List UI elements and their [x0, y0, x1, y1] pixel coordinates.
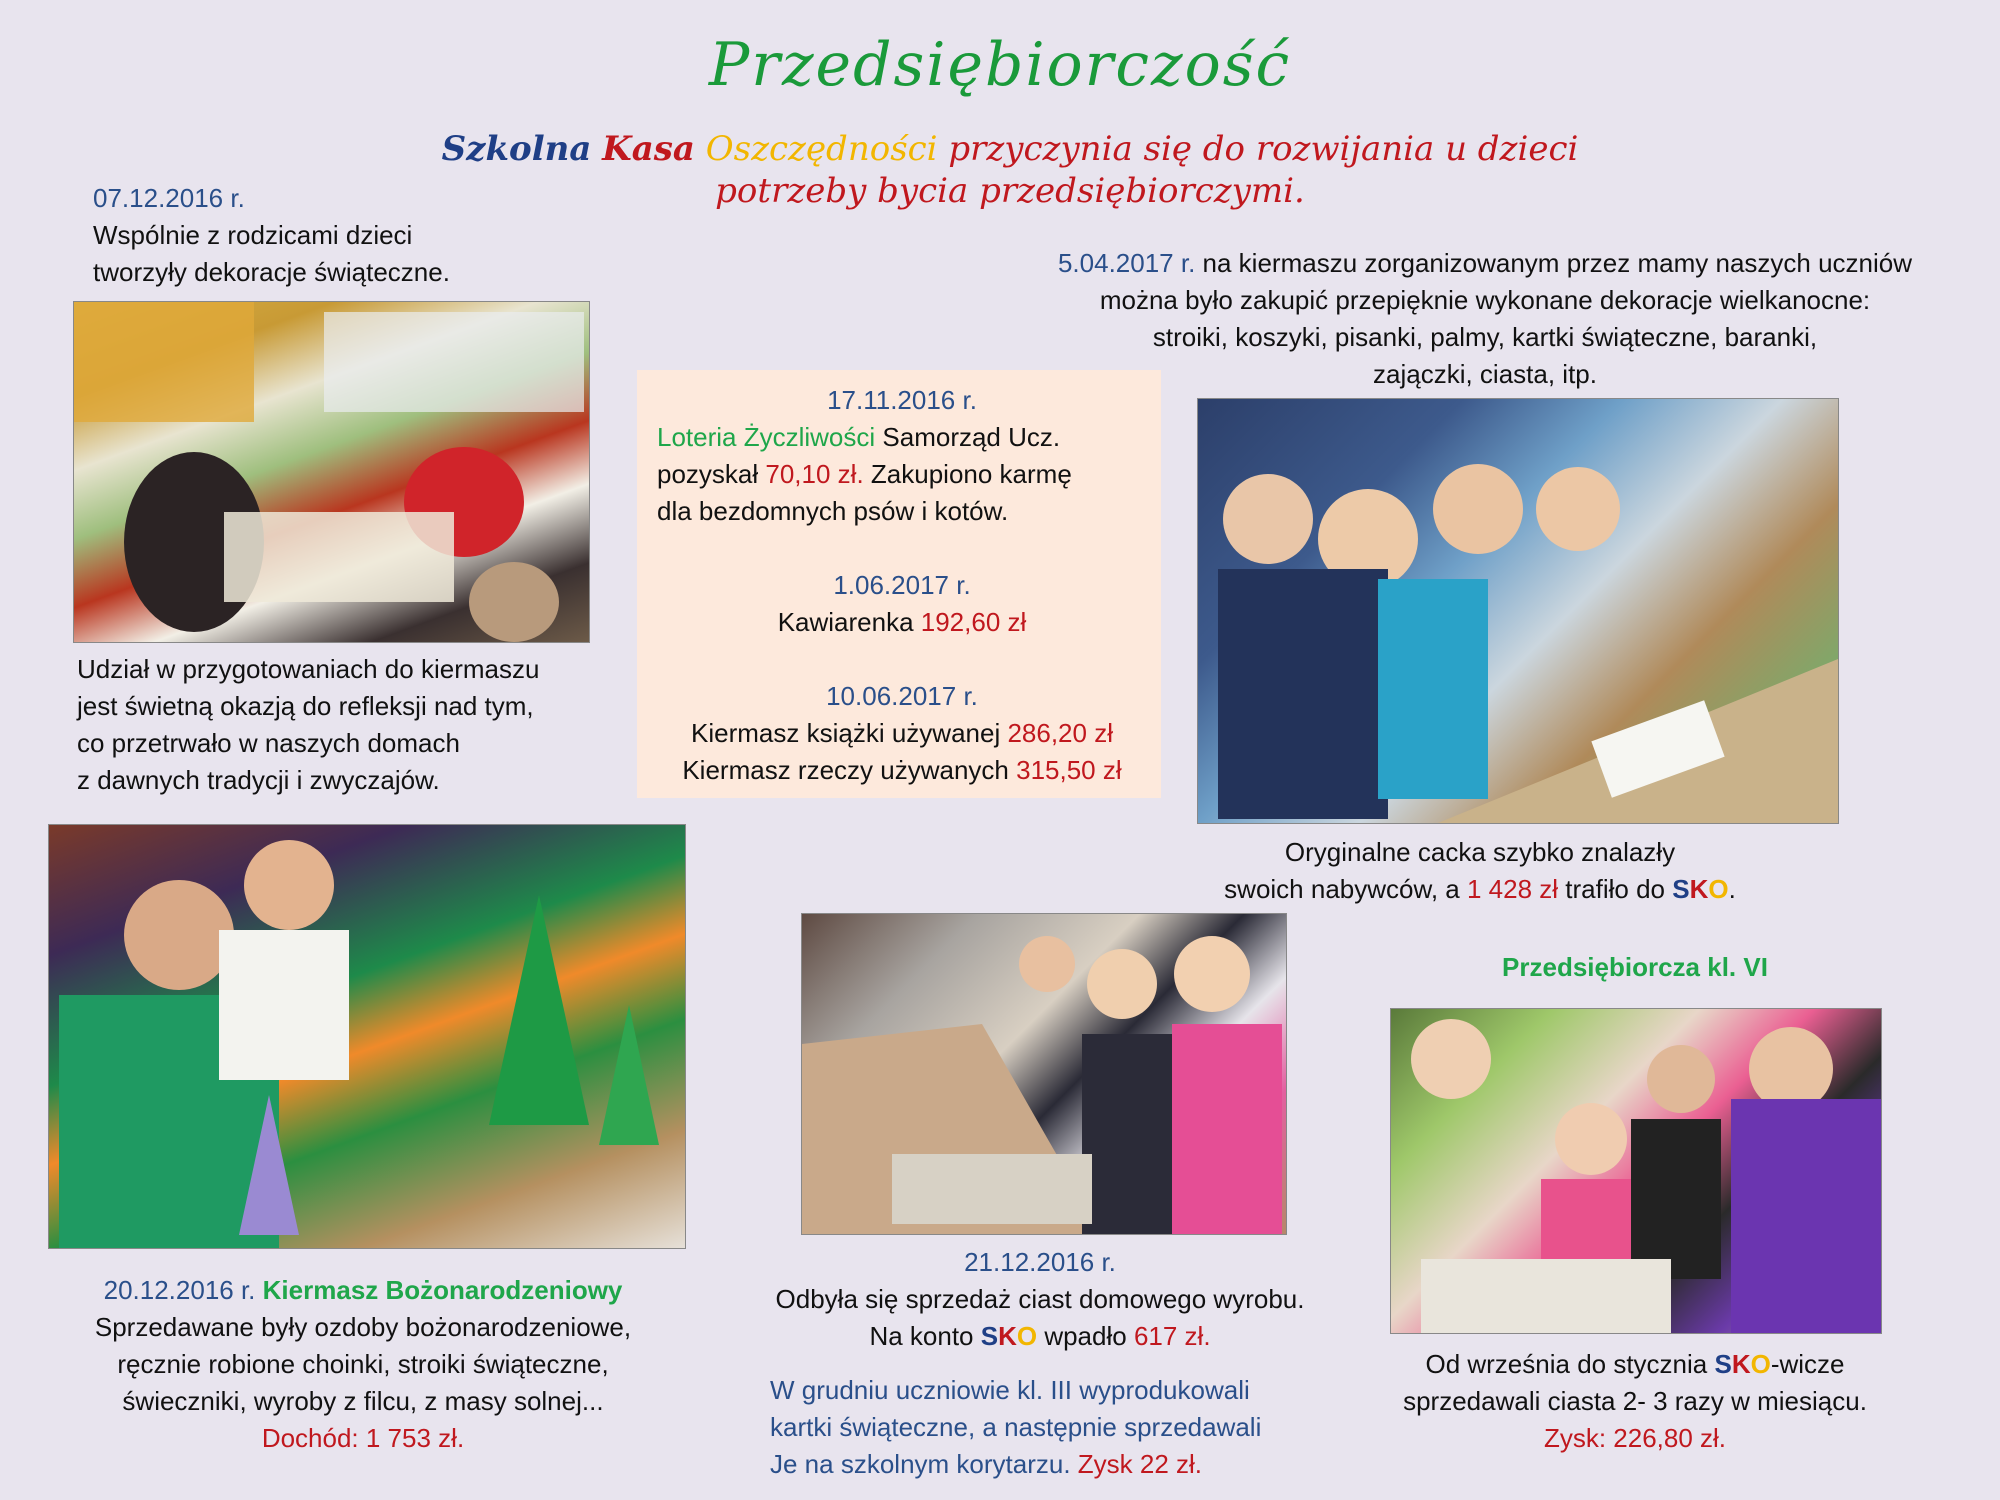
cake-sale-text: wpadło: [1037, 1321, 1134, 1351]
cake-sale-text: Na konto: [869, 1321, 981, 1351]
photo-decorations-illustration: [74, 302, 589, 642]
sko-letter-o: O: [1750, 1349, 1771, 1379]
class-six-text-block: [1350, 1346, 1920, 1457]
cafe-amount: 192,60 zł: [920, 607, 1027, 637]
cake-sale-amount: 617 zł.: [1133, 1321, 1211, 1351]
subtitle-rest: przyczynia się do rozwijania u dzieci: [937, 129, 1579, 169]
easter-amount: 1 428 zł: [1466, 874, 1559, 904]
cake-sale-text-block: [740, 1244, 1340, 1355]
cafe-date: 1.06.2017 r.: [833, 570, 971, 600]
easter-caption: [1150, 834, 1810, 908]
cards-line: W grudniu uczniowie kl. III wyprodukowali: [770, 1375, 1250, 1405]
photo-class-six-baking: [1390, 1008, 1882, 1334]
sko-letter-k: K: [998, 1321, 1017, 1351]
cake-sale-date: 21.12.2016 r.: [964, 1247, 1116, 1277]
christmas-fair-text-block: [58, 1272, 668, 1457]
lottery-name: Loteria Życzliwości: [657, 422, 876, 452]
photo-christmas-fair: [48, 824, 686, 1249]
christmas-heading-line: [58, 1272, 668, 1309]
photo-easter-illustration: [1198, 399, 1838, 823]
decorations-line: tworzyły dekoracje świąteczne.: [93, 257, 450, 287]
page-subtitle: [380, 128, 1640, 212]
cafe-label: Kawiarenka: [777, 607, 921, 637]
photo-cake-sale: [801, 913, 1287, 1235]
lottery-amount-line: [657, 456, 1147, 493]
cake-sale-line-2: [740, 1318, 1340, 1355]
sko-letter-o: O: [1708, 874, 1729, 904]
photo-decorations-workshop: [73, 301, 590, 643]
things-fair-line: [657, 752, 1147, 789]
christmas-date: 20.12.2016 r.: [103, 1275, 256, 1305]
christmas-income: Dochód: 1 753 zł.: [261, 1423, 465, 1453]
photo-christmas-illustration: [49, 825, 685, 1248]
decorations-line: Wspólnie z rodzicami dzieci: [93, 220, 413, 250]
easter-caption-line-2: [1150, 871, 1810, 908]
fundraising-info-box: [637, 370, 1161, 798]
lottery-purpose: dla bezdomnych psów i kotów.: [657, 496, 1009, 526]
reflection-text-block: [77, 651, 539, 799]
page-title: Przedsiębiorczość: [708, 30, 1292, 100]
reflection-line: z dawnych tradycji i zwyczajów.: [77, 765, 440, 795]
class-six-text: Od września do stycznia: [1425, 1349, 1715, 1379]
subtitle-word-oszczednosci: Oszczędności: [705, 129, 938, 169]
class-six-line: sprzedawali ciasta 2- 3 razy w miesiącu.: [1403, 1386, 1867, 1416]
subtitle-line2: potrzeby bycia przedsiębiorczymi.: [715, 171, 1305, 211]
christmas-line: Sprzedawane były ozdoby bożonarodzeniowe,: [94, 1312, 632, 1342]
lottery-text: pozyskał: [657, 459, 766, 489]
reflection-line: Udział w przygotowaniach do kiermaszu: [77, 654, 540, 684]
cafe-line: [657, 604, 1147, 641]
cards-line: kartki świąteczne, a następnie sprzedawali: [770, 1412, 1262, 1442]
lottery-date: 17.11.2016 r.: [827, 385, 977, 415]
easter-caption-text: trafiło do: [1558, 874, 1673, 904]
things-fair-amount: 315,50 zł: [1016, 755, 1122, 785]
easter-caption-dot: .: [1728, 874, 1736, 904]
easter-line: można było zakupić przepięknie wykonane dekoracje wielkanocne:: [1099, 285, 1871, 315]
reflection-line: jest świetną okazją do refleksji nad tym,: [77, 691, 534, 721]
easter-caption-text: swoich nabywców, a: [1224, 874, 1467, 904]
christmas-line: świeczniki, wyroby z filcu, z masy solnej...: [122, 1386, 604, 1416]
christmas-heading: Kiermasz Bożonarodzeniowy: [262, 1275, 623, 1305]
sko-letter-k: K: [1731, 1349, 1751, 1379]
lottery-line: [657, 419, 1147, 456]
easter-line: stroiki, koszyki, pisanki, palmy, kartki świąteczne, baranki,: [1152, 322, 1818, 352]
cards-line: Je na szkolnym korytarzu.: [770, 1449, 1071, 1479]
class-six-line-1: [1350, 1346, 1920, 1383]
books-fair-line: [657, 715, 1147, 752]
lottery-text: Zakupiono karmę: [863, 459, 1072, 489]
books-fair-label: Kiermasz książki używanej: [691, 718, 1008, 748]
decorations-text-block: [93, 180, 450, 291]
easter-date: 5.04.2017 r.: [1057, 248, 1196, 278]
easter-fair-text-block: [1010, 245, 1960, 393]
sko-letter-s: S: [1714, 1349, 1732, 1379]
easter-line: na kiermaszu zorganizowanym przez mamy naszych uczniów: [1195, 248, 1913, 278]
cards-text-block: [770, 1372, 1261, 1483]
sko-letter-s: S: [980, 1321, 999, 1351]
reflection-line: co przetrwało w naszych domach: [77, 728, 460, 758]
class-six-profit: Zysk: 226,80 zł.: [1543, 1423, 1727, 1453]
photo-easter-fair: [1197, 398, 1839, 824]
things-fair-label: Kiermasz rzeczy używanych: [682, 755, 1017, 785]
photo-class-six-illustration: [1391, 1009, 1881, 1333]
class-six-heading: Przedsiębiorcza kl. VI: [1502, 952, 1768, 982]
cards-line-3: [770, 1446, 1261, 1483]
easter-line-1: [1010, 245, 1960, 282]
cards-profit: Zysk 22 zł.: [1070, 1449, 1203, 1479]
decorations-date: 07.12.2016 r.: [93, 183, 245, 213]
fair-date: 10.06.2017 r.: [826, 681, 978, 711]
sko-letter-s: S: [1672, 874, 1690, 904]
books-fair-amount: 286,20 zł: [1007, 718, 1113, 748]
subtitle-word-kasa: Kasa: [602, 129, 695, 169]
sko-letter-o: O: [1016, 1321, 1038, 1351]
photo-cakes-illustration: [802, 914, 1286, 1234]
easter-line: zajączki, ciasta, itp.: [1373, 359, 1597, 389]
easter-caption-line: Oryginalne cacka szybko znalazły: [1284, 837, 1676, 867]
class-six-text: -wicze: [1770, 1349, 1845, 1379]
cake-sale-line: Odbyła się sprzedaż ciast domowego wyrobu.: [775, 1284, 1305, 1314]
christmas-line: ręcznie robione choinki, stroiki świąteczne,: [117, 1349, 609, 1379]
lottery-amount: 70,10 zł.: [765, 459, 864, 489]
sko-letter-k: K: [1689, 874, 1709, 904]
lottery-org: Samorząd Ucz.: [875, 422, 1061, 452]
subtitle-word-szkolna: Szkolna: [441, 129, 592, 169]
